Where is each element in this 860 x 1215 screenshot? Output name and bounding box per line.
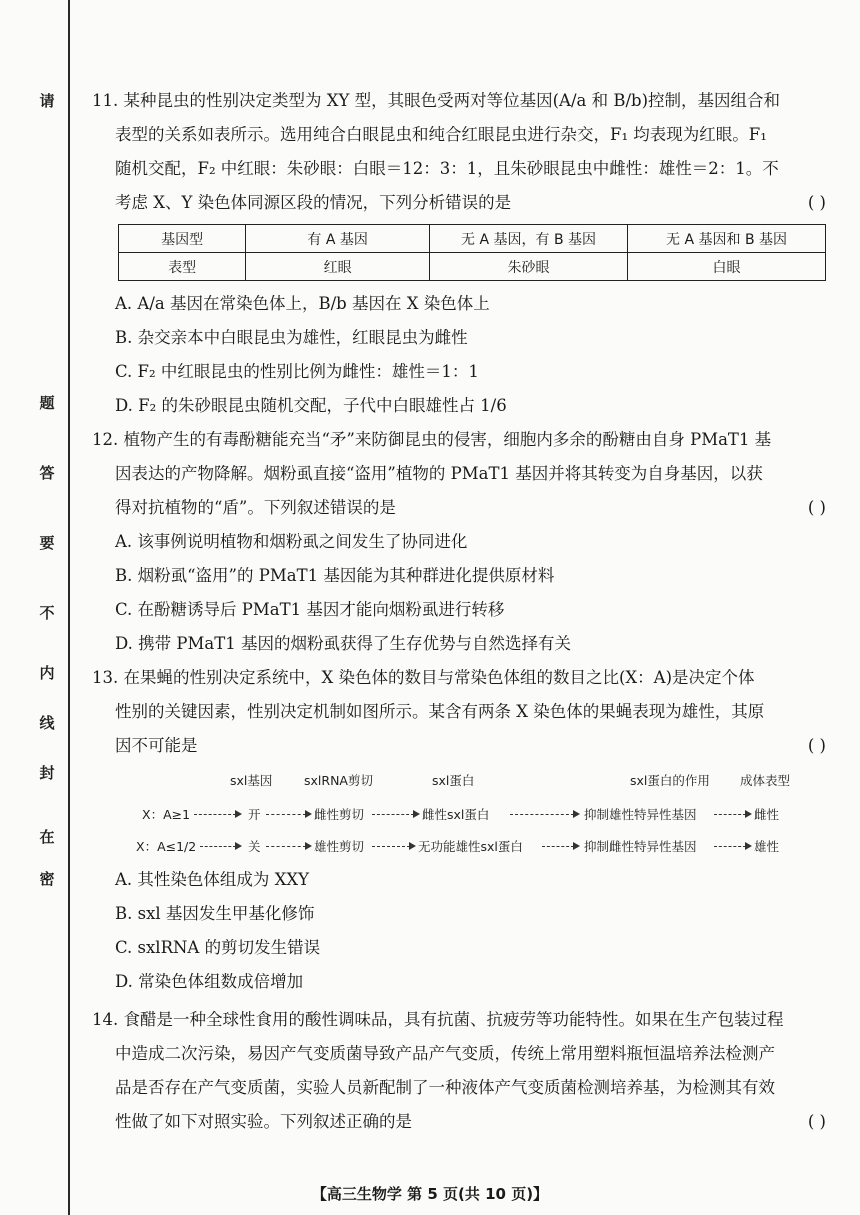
question-stem-text: 性做了如下对照实验。下列叙述正确的是 xyxy=(115,1112,412,1131)
answer-paren: ( ) xyxy=(807,736,826,755)
option-d: D. 携带 PMaT1 基因的烟粉虱获得了生存优势与自然选择有关 xyxy=(115,634,571,653)
diagram-arrow xyxy=(542,846,574,847)
sex-determination-diagram xyxy=(112,763,828,863)
table-cell: 无 A 基因和 B 基因 xyxy=(628,225,826,253)
question-stem-line: 14. 食醋是一种全球性食用的酸性调味品，具有抗菌、抗疲劳等功能特性。如果在生产包装过程 xyxy=(92,1010,784,1029)
option-b: B. sxl 基因发生甲基化修饰 xyxy=(115,904,315,923)
diagram-arrow xyxy=(372,814,414,815)
margin-char: 线 xyxy=(39,714,55,732)
diagram-node: 雌性sxl蛋白 xyxy=(422,807,490,822)
margin-char: 请 xyxy=(39,92,55,110)
question-stem-line: 中造成二次污染，易因产气变质菌导致产品产气变质，传统上常用塑料瓶恒温培养法检测产 xyxy=(115,1044,775,1063)
option-c: C. F₂ 中红眼昆虫的性别比例为雌性：雄性＝1：1 xyxy=(115,362,479,381)
answer-paren: ( ) xyxy=(807,498,826,517)
table-cell: 有 A 基因 xyxy=(246,225,430,253)
question-stem-line xyxy=(92,491,828,525)
option-c: C. sxlRNA 的剪切发生错误 xyxy=(115,938,321,957)
margin-char: 题 xyxy=(39,394,55,412)
table-cell: 白眼 xyxy=(628,253,826,281)
diagram-node: 雌性剪切 xyxy=(314,807,365,822)
question-stem-line: 表型的关系如表所示。选用纯合白眼昆虫和纯合红眼昆虫进行杂交，F₁ 均表现为红眼。F₁ xyxy=(115,125,767,144)
question-stem-line: 随机交配，F₂ 中红眼：朱砂眼：白眼＝12：3：1，且朱砂眼昆虫中雌性：雄性＝2：1。不 xyxy=(115,159,779,178)
diagram-arrow xyxy=(714,814,746,815)
diagram-node: 雌性 xyxy=(754,807,780,822)
question-stem-line: 性别的关键因素，性别决定机制如图所示。某含有两条 X 染色体的果蝇表现为雄性，其原 xyxy=(115,702,765,721)
option-b: B. 烟粉虱“盗用”的 PMaT1 基因能为其种群进化提供原材料 xyxy=(115,566,555,585)
table-cell: 基因型 xyxy=(119,225,246,253)
question-14 xyxy=(92,1003,828,1139)
diagram-ratio: X：A≥1 xyxy=(142,807,191,822)
diagram-node: 抑制雌性特异性基因 xyxy=(584,839,697,854)
margin-char: 封 xyxy=(39,764,55,782)
table-cell: 红眼 xyxy=(246,253,430,281)
margin-char: 要 xyxy=(39,534,55,552)
question-stem-text: 因不可能是 xyxy=(115,736,198,755)
margin-char: 不 xyxy=(39,604,55,622)
question-stem-line: 品是否存在产气变质菌，实验人员新配制了一种液体产气变质菌检测培养基，为检测其有效 xyxy=(115,1078,775,1097)
table-cell: 表型 xyxy=(119,253,246,281)
answer-paren: ( ) xyxy=(807,1112,826,1131)
question-stem-line xyxy=(92,1105,828,1139)
diagram-header: sxl基因 xyxy=(230,773,273,788)
binding-line xyxy=(68,0,70,1215)
question-13 xyxy=(92,661,828,999)
page-content xyxy=(92,84,828,1139)
diagram-header: sxlRNA剪切 xyxy=(304,773,373,788)
diagram-node: 雄性剪切 xyxy=(314,839,365,854)
option-c: C. 在酚糖诱导后 PMaT1 基因才能向烟粉虱进行转移 xyxy=(115,600,505,619)
margin-char: 答 xyxy=(39,464,55,482)
margin-char: 在 xyxy=(39,828,55,846)
diagram-arrow xyxy=(714,846,746,847)
diagram-arrow xyxy=(510,814,574,815)
diagram-node: 开 xyxy=(248,807,261,822)
option-a: A. 其性染色体组成为 XXY xyxy=(115,870,310,889)
table-row xyxy=(119,253,826,281)
margin-char: 内 xyxy=(39,664,55,682)
table-cell: 朱砂眼 xyxy=(430,253,628,281)
table-row xyxy=(119,225,826,253)
answer-paren: ( ) xyxy=(807,193,826,212)
diagram-header: sxl蛋白 xyxy=(432,773,475,788)
diagram-header: sxl蛋白的作用 xyxy=(630,773,710,788)
diagram-node: 抑制雄性特异性基因 xyxy=(584,807,697,822)
diagram-arrow xyxy=(372,846,410,847)
genotype-table xyxy=(118,224,826,281)
question-stem-line: 11. 某种昆虫的性别决定类型为 XY 型，其眼色受两对等位基因(A/a 和 B/b)控制，基因组合和 xyxy=(92,91,781,110)
page-footer: 【高三生物学 第 5 页(共 10 页)】 xyxy=(311,1185,549,1203)
diagram-arrow xyxy=(266,846,306,847)
question-stem-line: 13. 在果蝇的性别决定系统中，X 染色体的数目与常染色体组的数目之比(X：A)是决定个体 xyxy=(92,668,755,687)
question-12 xyxy=(92,423,828,661)
diagram-arrow xyxy=(200,846,236,847)
diagram-ratio: X：A≤1/2 xyxy=(136,839,197,854)
question-stem-line xyxy=(92,186,828,220)
question-11 xyxy=(92,84,828,423)
option-b: B. 杂交亲本中白眼昆虫为雄性，红眼昆虫为雌性 xyxy=(115,328,468,347)
diagram-header: 成体表型 xyxy=(740,773,791,788)
option-d: D. 常染色体组数成倍增加 xyxy=(115,972,304,991)
diagram-arrow xyxy=(194,814,236,815)
option-a: A. 该事例说明植物和烟粉虱之间发生了协同进化 xyxy=(115,532,468,551)
question-stem-text: 得对抗植物的“盾”。下列叙述错误的是 xyxy=(115,498,396,517)
margin-char: 密 xyxy=(39,870,55,888)
diagram-node: 关 xyxy=(248,839,261,854)
question-stem-line: 12. 植物产生的有毒酚糖能充当“矛”来防御昆虫的侵害，细胞内多余的酚糖由自身 PMaT1 基 xyxy=(92,430,772,449)
option-a: A. A/a 基因在常染色体上，B/b 基因在 X 染色体上 xyxy=(115,294,490,313)
table-cell: 无 A 基因，有 B 基因 xyxy=(430,225,628,253)
question-stem-line xyxy=(92,729,828,763)
question-stem-line: 因表达的产物降解。烟粉虱直接“盗用”植物的 PMaT1 基因并将其转变为自身基因，以获 xyxy=(115,464,763,483)
option-d: D. F₂ 的朱砂眼昆虫随机交配，子代中白眼雄性占 1/6 xyxy=(115,396,507,415)
diagram-arrow xyxy=(266,814,306,815)
diagram-node: 无功能雄性sxl蛋白 xyxy=(418,839,523,854)
question-stem-text: 考虑 X、Y 染色体同源区段的情况，下列分析错误的是 xyxy=(115,193,512,212)
diagram-node: 雄性 xyxy=(754,839,780,854)
